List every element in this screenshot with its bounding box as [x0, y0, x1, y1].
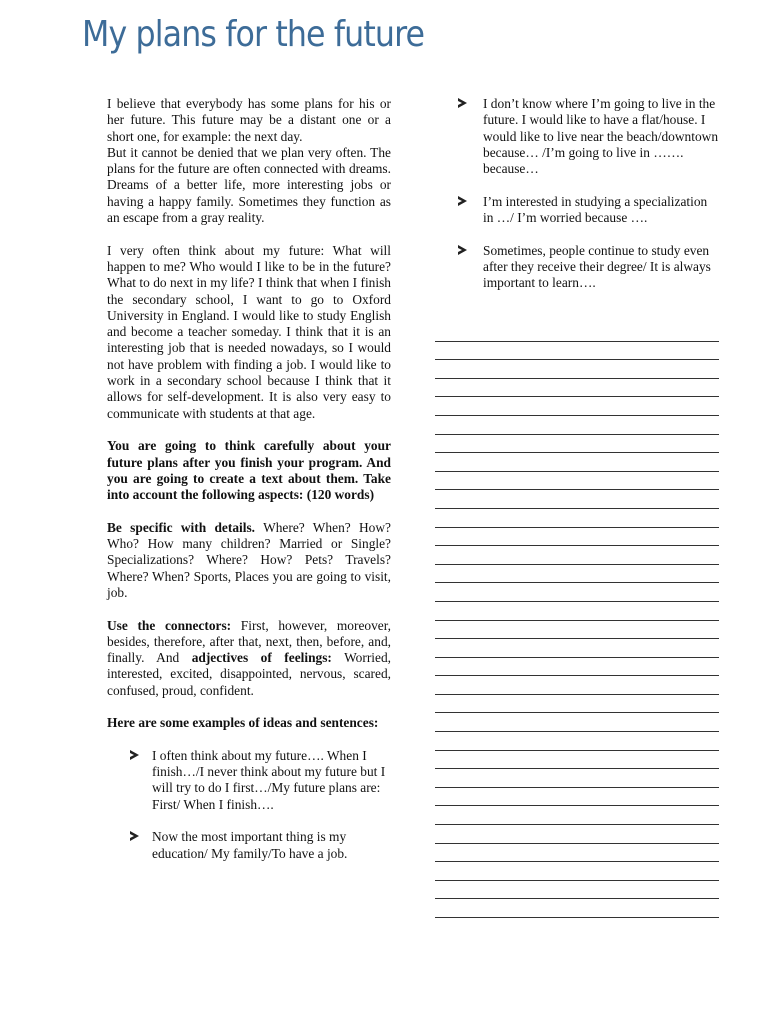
- right-column: [458, 96, 720, 292]
- writing-line[interactable]: [435, 676, 719, 695]
- writing-line[interactable]: [435, 435, 719, 454]
- writing-line[interactable]: [435, 621, 719, 640]
- writing-line[interactable]: [435, 379, 719, 398]
- intro-paragraph-2: But it cannot be denied that we plan very often. The plans for the future are often connected with dreams. Dreams of a better life, more interesting jobs or having a happy family. Sometimes they function as an escape from a gray reality.: [107, 144, 391, 226]
- task-instructions: [107, 438, 391, 503]
- left-column: [107, 96, 391, 862]
- writing-line[interactable]: [435, 546, 719, 565]
- writing-line[interactable]: [435, 528, 719, 547]
- list-item: [107, 748, 391, 813]
- list-item-text: I often think about my future…. When I finish…/I never think about my future but I will try to do I first…/My future plans are: First/ When I finish….: [152, 747, 386, 812]
- adjectives-text: Worried, interested, excited, disappointed, nervous, scared, confused, proud, confident.: [107, 650, 391, 698]
- connectors-label: Use the connectors:: [107, 617, 232, 633]
- writing-line[interactable]: [435, 732, 719, 751]
- writing-line[interactable]: [435, 806, 719, 825]
- intro-paragraph-1: I believe that everybody has some plans for his or her future. This future may be a distant one or a short one, for example: the next day.: [107, 96, 391, 144]
- connectors-paragraph: [107, 618, 391, 699]
- writing-line[interactable]: [435, 342, 719, 361]
- specific-text: Where? When? How? Who? How many children? Married or Single? Specializations? Where? How? Pets? Travels? Where? When? Sports, Places you are going to visit, job.: [107, 519, 391, 600]
- writing-line[interactable]: [435, 490, 719, 509]
- writing-line[interactable]: [435, 769, 719, 788]
- specific-label: Be specific with details.: [107, 519, 256, 535]
- list-item-text: Sometimes, people continue to study even after they receive their degree/ It is always important to learn….: [483, 242, 711, 291]
- list-item-text: Now the most important thing is my education/ My family/To have a job.: [152, 829, 348, 861]
- writing-line[interactable]: [435, 323, 719, 342]
- writing-line[interactable]: [435, 565, 719, 584]
- adjectives-label: adjectives of feelings:: [191, 650, 332, 666]
- list-item: [107, 829, 391, 862]
- arrow-bullet-icon: [458, 98, 467, 108]
- arrow-bullet-icon: [458, 196, 467, 206]
- intro-paragraph-3: I very often think about my future: What will happen to me? Who would I like to be in the future? What to do next in my life? I think that when I finish the secondary school, I want to go to Oxford University in England. I would like to study English and become a teacher someday. I think that it is an interesting job that is needed nowadays, so I would not have problem with finding a job. I would like to work in a secondary school because I think that it allows for self-development. It is also very easy to communicate with students at that age.: [107, 242, 391, 421]
- example-list-left: [107, 748, 391, 862]
- writing-line[interactable]: [435, 899, 719, 918]
- writing-line[interactable]: [435, 825, 719, 844]
- arrow-bullet-icon: [458, 245, 467, 255]
- writing-lines[interactable]: [435, 323, 719, 918]
- list-item: [458, 96, 720, 177]
- writing-line[interactable]: [435, 583, 719, 602]
- connectors-text: First, however, moreover, besides, therefore, after that, next, then, before, and, finally. And: [107, 617, 391, 666]
- writing-line[interactable]: [435, 639, 719, 658]
- writing-line[interactable]: [435, 751, 719, 770]
- writing-line[interactable]: [435, 397, 719, 416]
- list-item-text: I don’t know where I’m going to live in the future. I would like to have a flat/house. I would like to live near the beach/downtown because… /I’m going to live in ……. because…: [483, 96, 719, 177]
- specific-details-paragraph: [107, 520, 391, 601]
- writing-line[interactable]: [435, 881, 719, 900]
- arrow-bullet-icon: [130, 831, 139, 841]
- writing-line[interactable]: [435, 360, 719, 379]
- writing-line[interactable]: [435, 695, 719, 714]
- writing-line[interactable]: [435, 509, 719, 528]
- example-list-right: [458, 96, 720, 292]
- writing-line[interactable]: [435, 658, 719, 677]
- list-item: [458, 194, 720, 227]
- writing-line[interactable]: [435, 453, 719, 472]
- writing-line[interactable]: [435, 602, 719, 621]
- list-item: [458, 243, 720, 292]
- list-item-text: I’m interested in studying a specialization in …/ I’m worried because ….: [483, 193, 708, 226]
- writing-line[interactable]: [435, 472, 719, 491]
- task-text: You are going to think carefully about your future plans after you finish your program. And you are going to create a text about them. Take into account the following aspects: (120 words): [107, 438, 391, 503]
- examples-heading-text: Here are some examples of ideas and sentences:: [107, 715, 379, 731]
- writing-line[interactable]: [435, 713, 719, 732]
- examples-heading: [107, 715, 391, 731]
- writing-line[interactable]: [435, 416, 719, 435]
- writing-line[interactable]: [435, 844, 719, 863]
- writing-line[interactable]: [435, 788, 719, 807]
- page-title: My plans for the future: [82, 14, 425, 55]
- writing-line[interactable]: [435, 862, 719, 881]
- arrow-bullet-icon: [130, 750, 139, 760]
